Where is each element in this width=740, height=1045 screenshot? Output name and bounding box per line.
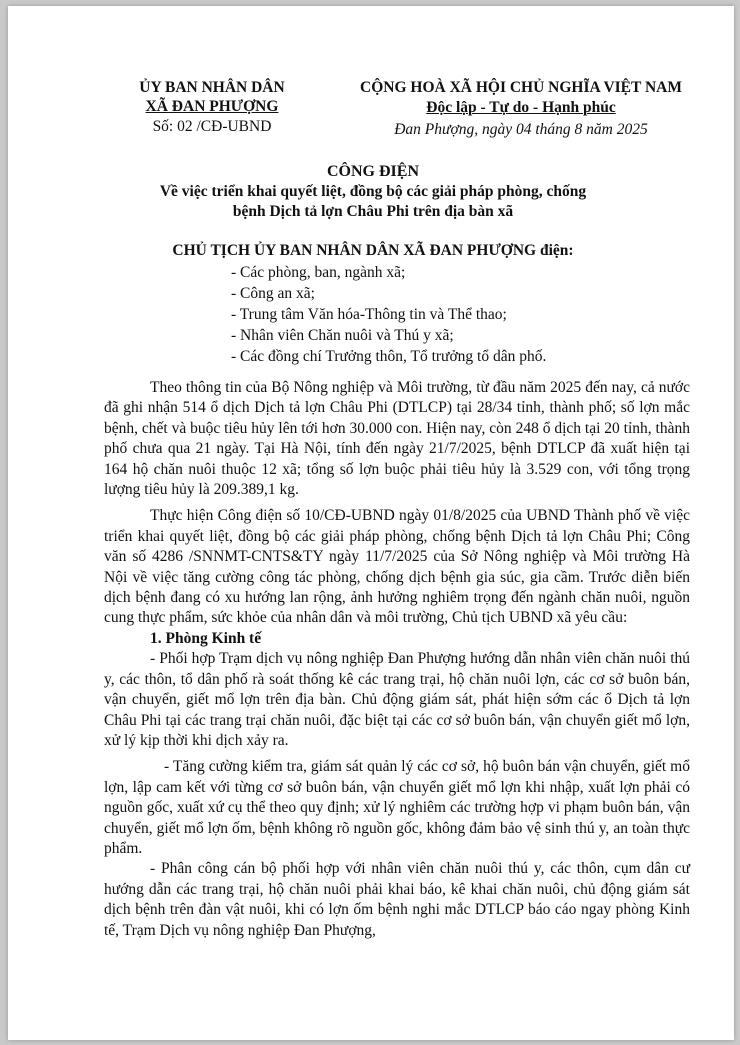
- recipient-item: - Các đồng chí Trưởng thôn, Tổ trưởng tổ dân phố.: [231, 348, 547, 365]
- document-body: [104, 378, 690, 941]
- body-paragraph: - Tăng cường kiểm tra, giám sát quản lý các cơ sở, hộ buôn bán vận chuyển, giết mổ lợn, lập cam kết với từng cơ sở buôn bán, vận chuyển giết mổ lợn khi nhập, xuất lợn phải có nguồn gốc, xuất xứ cụ thể theo quy định; xử lý nghiêm các trường hợp vi phạm buôn bán, vận chuyển, giết mổ lợn ốm, bệnh không rõ nguồn gốc, không đảm bảo vệ sinh thú y, an toàn thực phẩm.: [104, 758, 690, 857]
- document-subject-line2: bệnh Dịch tả lợn Châu Phi trên địa bàn xã: [232, 203, 514, 220]
- body-paragraph: - Phân công cán bộ phối hợp với nhân viên chăn nuôi thú y, các thôn, cụm dân cư hướng dẫn các trang trại, hộ chăn nuôi phải khai báo, kê khai chăn nuôi, chủ động giám sát dịch bệnh trên đàn vật nuôi, khi có lợn ốm bệnh nghi mắc DTLCP báo cáo ngay phòng Kinh tế, Trạm Dịch vụ nông nghiệp Đan Phượng,: [104, 860, 690, 939]
- national-motto-block: [326, 78, 716, 140]
- recipient-item: - Nhân viên Chăn nuôi và Thú y xã;: [231, 327, 454, 344]
- body-paragraph: - Phối hợp Trạm dịch vụ nông nghiệp Đan Phượng hướng dẫn nhân viên chăn nuôi thú y, các thôn, tổ dân phố rà soát thống kê các trang trại, hộ chăn nuôi lợn, các cơ sở buôn bán, vận chuyển, giết mổ lợn trên địa bàn. Chủ động giám sát, phát hiện sớm các ổ Dịch tả lợn Châu Phi tại các trang trại chăn nuôi, đặc biệt tại các cơ sở buôn bán, vận chuyển giết mổ lợn, xử lý kịp thời khi dịch xảy ra.: [104, 650, 690, 749]
- body-paragraph: Thực hiện Công điện số 10/CĐ-UBND ngày 01/8/2025 của UBND Thành phố về việc triển khai quyết liệt, đồng bộ các giải pháp phòng, chống bệnh Dịch tả lợn Châu Phi; Công văn số 4286 /SNNMT-CNTS&TY ngày 11/7/2025 của Sở Nông nghiệp và Môi trường Hà Nội về việc tăng cường công tác phòng, chống dịch bệnh gia súc, gia cầm. Trước diễn biến dịch bệnh đang có xu hướng lan rộng, ảnh hưởng nghiêm trọng đến ngành chăn nuôi, nguồn cung thực phẩm, sức khỏe của nhân dân và môi trường, Chủ tịch UBND xã yêu cầu:: [104, 507, 690, 627]
- org-name-line1: ỦY BAN NHÂN DÂN: [139, 79, 285, 96]
- body-paragraph: Theo thông tin của Bộ Nông nghiệp và Môi trường, từ đầu năm 2025 đến nay, cả nước đã ghi nhận 514 ổ dịch Dịch tả lợn Châu Phi (DTLCP) tại 28/34 tỉnh, thành phố; số lợn mắc bệnh, chết và buộc tiêu hủy lên tới hơn 30.000 con. Hiện nay, còn 248 ổ dịch tại 20 tỉnh, thành phố chưa qua 21 ngày. Tại Hà Nội, tính đến ngày 21/7/2025, bệnh DTLCP đã xuất hiện tại 164 hộ chăn nuôi thuộc 12 xã; tổng số lợn buộc phải tiêu hủy là 3.529 con, với tổng trọng lượng tiêu hủy là 209.389,1 kg.: [104, 379, 690, 499]
- recipient-item: - Công an xã;: [231, 285, 315, 302]
- document-type: CÔNG ĐIỆN: [326, 163, 419, 180]
- document-number: Số: 02 /CĐ-UBND: [152, 118, 272, 135]
- motto-text: Độc lập - Tự do - Hạnh phúc: [426, 99, 616, 116]
- issuing-authority-block: [96, 78, 328, 136]
- recipient-item: - Trung tâm Văn hóa-Thông tin và Thể thao;: [231, 306, 507, 323]
- document-page: [8, 6, 734, 1040]
- document-subject-line1: Về việc triển khai quyết liệt, đồng bộ các giải pháp phòng, chống: [159, 183, 587, 200]
- org-name-line2-text: XÃ ĐAN PHƯỢNG: [145, 98, 279, 115]
- recipient-item: - Các phòng, ban, ngành xã;: [231, 264, 406, 281]
- recipient-heading: CHỦ TỊCH ỦY BAN NHÂN DÂN XÃ ĐAN PHƯỢNG điện:: [172, 242, 574, 259]
- place-date: Đan Phượng, ngày 04 tháng 8 năm 2025: [394, 121, 648, 138]
- nation-name: CỘNG HOÀ XÃ HỘI CHỦ NGHĨA VIỆT NAM: [360, 79, 682, 96]
- motto-line: [326, 98, 716, 118]
- section-heading: 1. Phòng Kinh tế: [150, 629, 262, 647]
- recipient-list: [231, 262, 691, 367]
- document-title-block: [68, 162, 678, 222]
- org-name-line2: [96, 97, 328, 116]
